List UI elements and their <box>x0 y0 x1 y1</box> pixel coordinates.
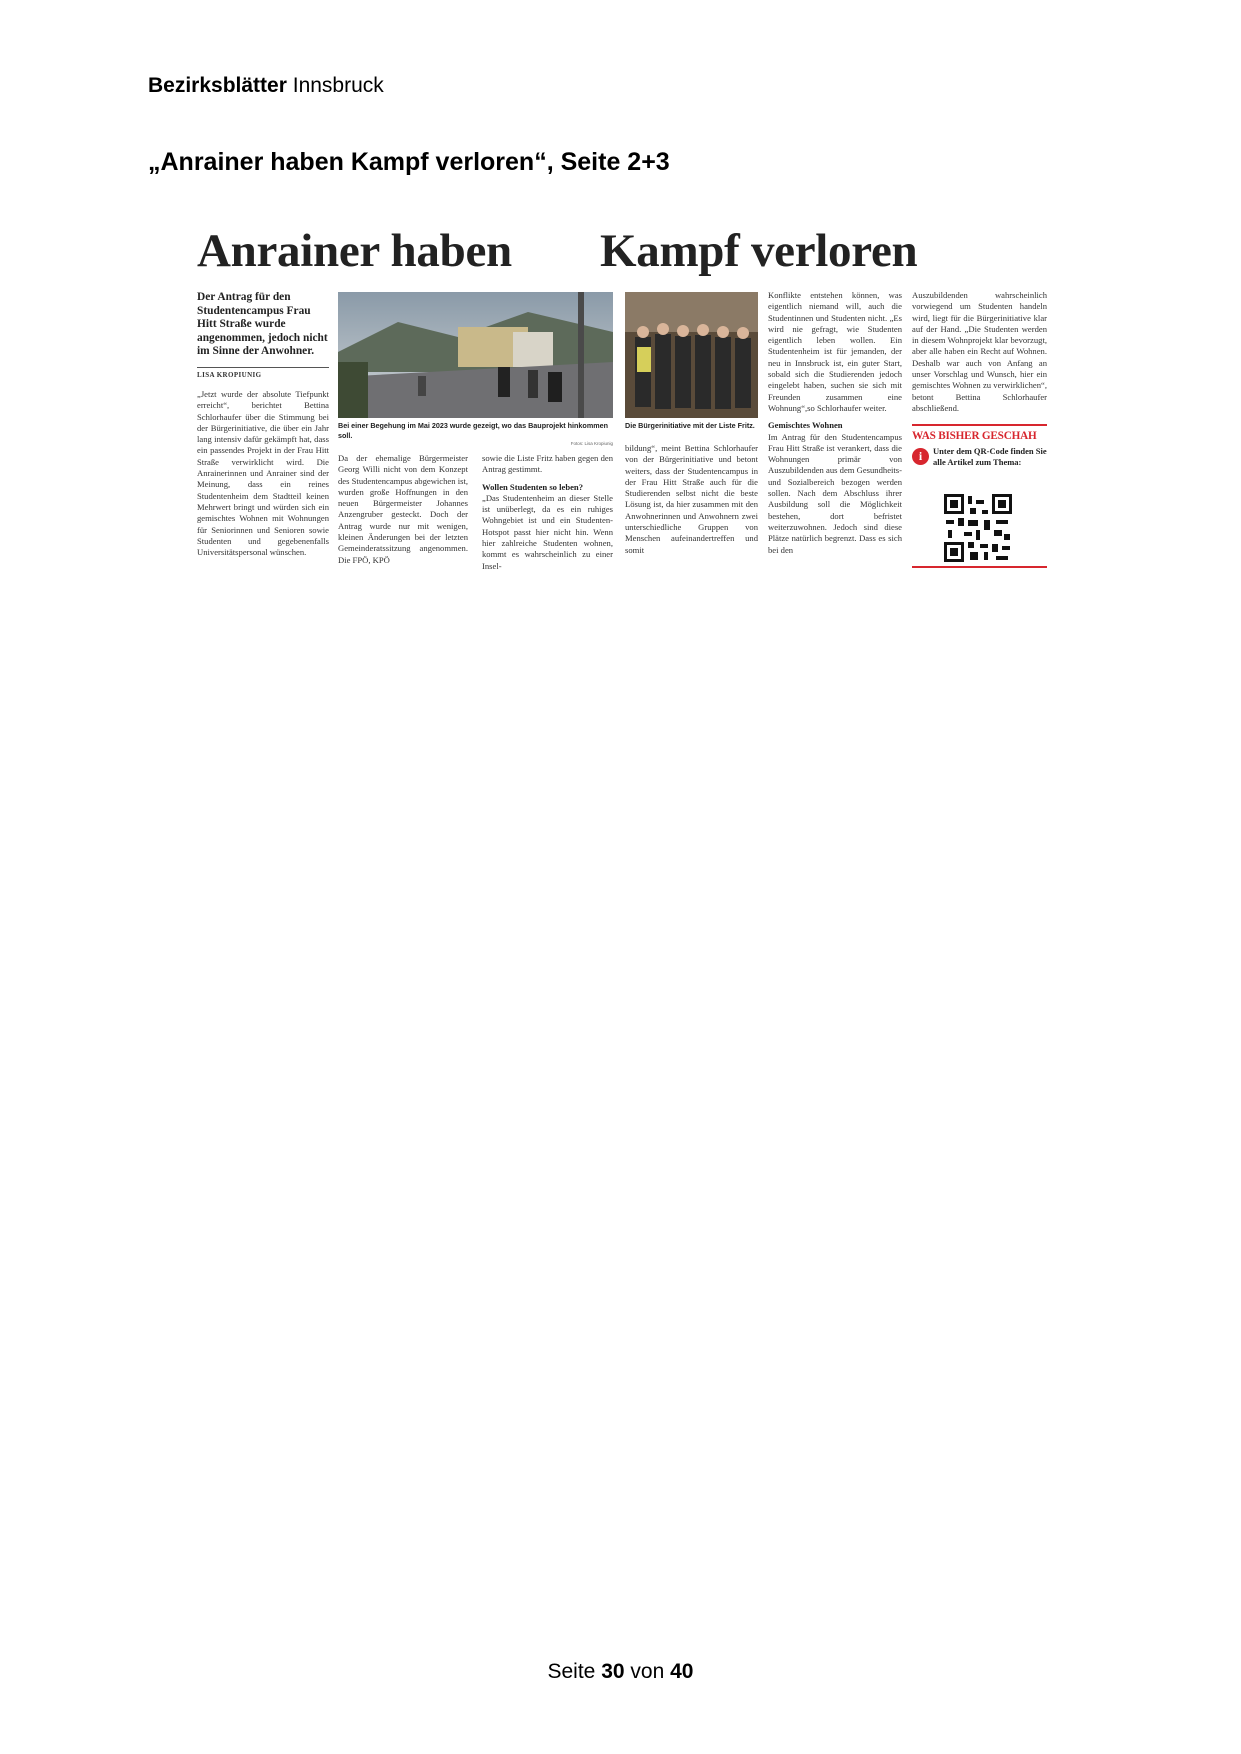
headline-right: Kampf verloren <box>600 225 918 277</box>
photo2-stack <box>625 292 758 556</box>
subheading-gemischtes-wohnen: Gemischtes Wohnen <box>768 420 843 431</box>
info-box <box>912 424 1047 568</box>
publication-header <box>148 74 384 98</box>
qr-code[interactable] <box>944 494 1012 562</box>
group-photo <box>625 292 758 418</box>
column-5 <box>768 290 902 556</box>
photo1-stack <box>338 292 613 572</box>
publication-region: Innsbruck <box>292 74 384 97</box>
column-6-stack <box>912 290 1047 568</box>
page-footer <box>0 1660 1241 1684</box>
column-3 <box>482 453 613 572</box>
publication-name: Bezirksblätter <box>148 74 287 97</box>
lead-text: Der Antrag für den Studentencampus Frau Hitt Straße wurde angenommen, jedoch nicht im Sinne der Anwohner. <box>197 291 328 358</box>
info-box-heading: WAS BISHER GESCHAH <box>912 430 1037 443</box>
column-3-text-a: sowie die Liste Fritz haben gegen den Antrag gestimmt. <box>482 453 613 475</box>
column-5-stack <box>768 290 902 556</box>
column-1: „Jetzt wurde der absolute Tiefpunkt erreicht“, berichtet Bettina Schlorhaufer über die Stimmung bei der Bürgerinitiative, die über ein Jahr lang intensiv dafür gekämpft hat, dass ein passendes Projekt in der Frau Hitt Straße verwirklicht wird. Die Anrainerinnen und Anrainer sind der Meinung, dass ein reines Studentenheim dem Stadtteil keinen Mehrwert bringt und würden sich ein gemischtes Wohnen mit Wohnungen für Seniorinnen und Senioren sowie Studenten und gegebenenfalls Universitätspersonal wünschen. <box>197 388 329 558</box>
street-photo <box>338 292 613 418</box>
headline-left: Anrainer haben <box>197 225 512 277</box>
newspaper-clipping <box>195 225 1047 598</box>
author: LISA KROPIUNIG <box>197 367 329 379</box>
column-5-text-a: Konflikte entstehen können, was eigentlich niemand will, auch die Studentinnen und Studenten nicht. „Es wird nie gefragt, wie Studenten eigentlich leben wollen. Ein Studentenheim ist für jemanden, der neu in Innsbruck ist, ein guter Start, sobald sich die Studierenden jedoch eingelebt haben, suchen sie sich mit Freunden zusammen eine Wohnung“,so Schlorhaufer weiter. <box>768 290 902 413</box>
photo2-caption: Die Bürgerinitiative mit der Liste Fritz. <box>625 421 755 430</box>
photo-credit: Fotos: Lisa Kropiunig <box>570 441 613 446</box>
column-1-stack <box>197 291 329 558</box>
footer-prefix: Seite <box>547 1660 596 1683</box>
article-title: „Anrainer haben Kampf verloren“, Seite 2+3 <box>148 148 670 176</box>
total-pages: 40 <box>670 1660 694 1683</box>
current-page: 30 <box>601 1660 625 1683</box>
subheading-wollen-studenten: Wollen Studenten so leben? <box>482 481 583 492</box>
column-6: Auszubildenden wahrscheinlich vorwiegend um Studenten handeln wird, liegt für die Bürgerinitiative klar auf der Hand. „Die Studenten werden in diesem Wohnprojekt klar bevorzugt, aber alle haben ein Recht auf Wohnen. Deshalb war auch von Anfang an unser Vorschlag und Wunsch, hier ein gemischtes Wohnen zu verwirklichen“, betont Bettina Schlorhaufer abschließend. <box>912 290 1047 413</box>
footer-mid: von <box>630 1660 665 1683</box>
column-2: Da der ehemalige Bürgermeister Georg Willi nicht von dem Konzept des Studentencampus abgewichen ist, wurden große Hoffnungen in den neuen Bürgermeister Johannes Anzengruber gesteckt. Doch der Antrag wurde nur mit wenigen, kleinen Änderungen bei der letzten Gemeinderatssitzung angenommen. Die FPÖ, KPÖ <box>338 453 468 565</box>
column-3-text-b: „Das Studentenheim an dieser Stelle ist unüberlegt, da es ein ruhiges Wohngebiet ist und ein Studenten-Hotspot passt hier nicht hin. Wenn hier zahlreiche Studenten wohnen, kommt es wahrscheinlich zu einer Insel- <box>482 492 613 571</box>
column-5-text-b: Im Antrag für den Studentencampus Frau Hitt Straße ist verankert, dass die Wohnungen primär von Auszubildenden aus dem Gesundheits- und Sozialbereich bezogen werden sollen. Nach dem Abschluss ihrer Ausbildung soll die Möglichkeit bestehen, dort befristet weiterzuwohnen. Jedoch sind diese Plätze natürlich begrenzt. Dass es sich bei den <box>768 431 902 555</box>
info-box-text: Unter dem QR-Code finden Sie alle Artikel zum Thema: <box>933 446 1047 468</box>
info-icon: i <box>912 448 929 465</box>
column-4: bildung“, meint Bettina Schlorhaufer von der Bürgerinitiative und betont weiters, dass der Studentencampus in der Frau Hitt Straße auch für die Studierenden selbst nicht die beste Lösung ist, da hier zusammen mit den Anwohnerinnen und Anwohnern zwei unterschiedliche Gruppen von Menschen aufeinandertreffen und somit <box>625 443 758 555</box>
photo1-caption: Bei einer Begehung im Mai 2023 wurde gezeigt, wo das Bauprojekt hinkommen soll. <box>338 421 608 440</box>
